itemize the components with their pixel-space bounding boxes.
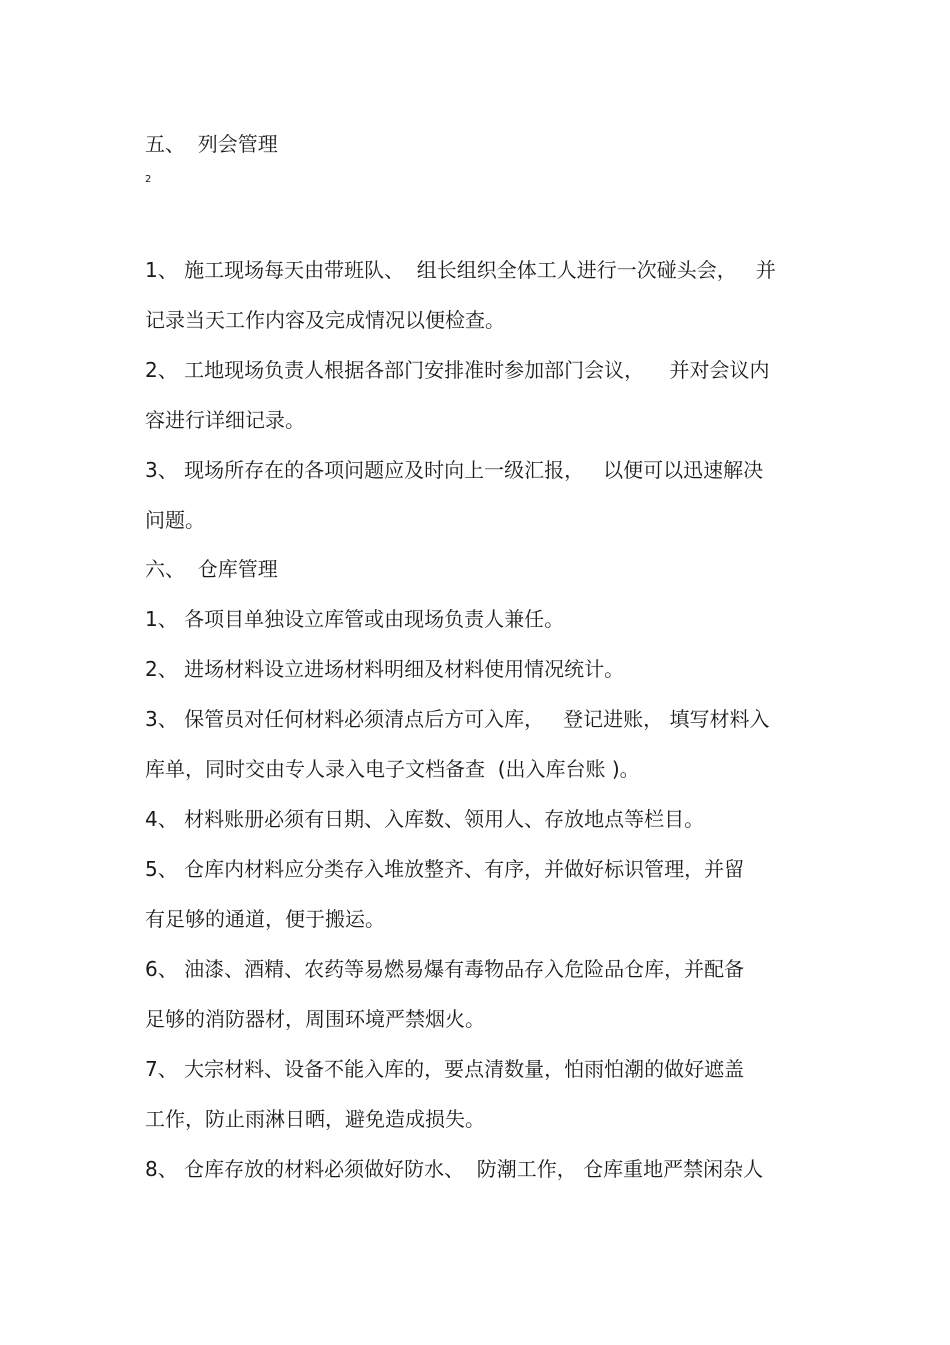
paragraph-line: 足够的消防器材，周围环境严禁烟火。 <box>145 1007 485 1031</box>
paragraph-line: 5、 仓库内材料应分类存入堆放整齐、有序，并做好标识管理，并留 <box>145 857 745 881</box>
paragraph-line: 问题。 <box>145 508 205 532</box>
section-heading-warehouse: 六、 仓库管理 <box>145 557 278 581</box>
paragraph-line: 8、 仓库存放的材料必须做好防水、 防潮工作， 仓库重地严禁闲杂人 <box>145 1157 764 1181</box>
footnote-marker: 2 <box>145 174 152 185</box>
paragraph-line: 库单，同时交由专人录入电子文档备查 (出入库台账 )。 <box>145 757 640 781</box>
paragraph-line: 有足够的通道，便于搬运。 <box>145 907 385 931</box>
paragraph-line: 1、 各项目单独设立库管或由现场负责人兼任。 <box>145 607 565 631</box>
paragraph-line: 记录当天工作内容及完成情况以便检查。 <box>145 308 505 332</box>
paragraph-line: 容进行详细记录。 <box>145 408 305 432</box>
paragraph-line: 4、 材料账册必须有日期、入库数、领用人、存放地点等栏目。 <box>145 807 705 831</box>
paragraph-line: 1、 施工现场每天由带班队、 组长组织全体工人进行一次碰头会， 并 <box>145 258 776 282</box>
paragraph-line: 2、 进场材料设立进场材料明细及材料使用情况统计。 <box>145 657 625 681</box>
paragraph-line: 6、 油漆、酒精、农药等易燃易爆有毒物品存入危险品仓库，并配备 <box>145 957 745 981</box>
section-heading-meeting: 五、 列会管理 <box>145 132 278 156</box>
paragraph-line: 3、 保管员对任何材料必须清点后方可入库， 登记进账， 填写材料入 <box>145 707 770 731</box>
paragraph-line: 2、 工地现场负责人根据各部门安排准时参加部门会议， 并对会议内 <box>145 358 770 382</box>
paragraph-line: 7、 大宗材料、设备不能入库的，要点清数量，怕雨怕潮的做好遮盖 <box>145 1057 745 1081</box>
paragraph-line: 3、 现场所存在的各项问题应及时向上一级汇报， 以便可以迅速解决 <box>145 458 764 482</box>
paragraph-line: 工作，防止雨淋日晒，避免造成损失。 <box>145 1107 485 1131</box>
